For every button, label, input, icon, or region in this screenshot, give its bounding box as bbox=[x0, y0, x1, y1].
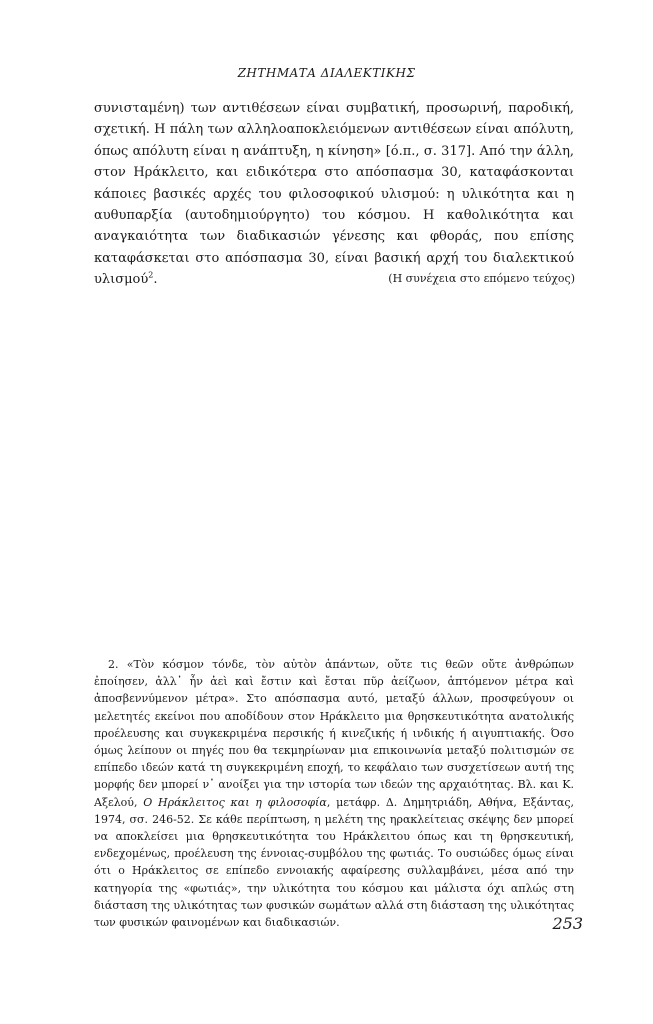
running-head: ΖΗΤΗΜΑΤΑ ΔΙΑΛΕΚΤΙΚΗΣ bbox=[237, 66, 416, 80]
continuation-note: (Η συνέχεια στο επόμενο τεύχος) bbox=[388, 272, 575, 285]
footnote-text-1: «Τὸν κόσμον τόνδε, τὸν αὐτὸν ἁπάντων, οὔτε τις θεῶν οὔτε ἀνθρώπων ἐποίησεν, ἀλλ᾽ ἦν ἀεὶ καὶ ἔστιν καὶ ἔσται πῦρ ἀείζωον, ἁπτόμενον μέτρα καὶ ἀποσβεννύμενον μέτρα». Στο απόσπασμα αυτό, μεταξύ άλλων, προσφεύγουν οι μελετητές εκείνοι που αποδίδουν στον Ηράκλειτο μια θρησκευτικότητα ανατολικής προέλευσης και συγκεκριμένα περσικής ή κινεζικής ή ινδικής ή αιγυπτιακής. Όσο όμως λείπουν οι πηγές που θα τεκμηρίωναν μια επικοινωνία μεταξύ πολιτισμών σε επίπεδο ιδεών κατά τη συγκεκριμένη εποχή, το κεφάλαιο των συσχετίσεων αυτή της μορφής δεν μπορεί ν᾽ ανοίξει για την ιστορία των ιδεών της αρχαιότητας. Βλ. και Κ. Αξελού, bbox=[94, 658, 574, 809]
paragraph-text: συνισταμένη) των αντιθέσεων είναι συμβατική, προσωρινή, παροδική, σχετική. Η πάλη των αλληλοαποκλειόμενων αντιθέσεων είναι απόλυτη, όπως απόλυτη είναι η ανάπτυξη, η κίνηση» [ό.π., σ. 317]. Από την άλλη, στον Ηράκλειτο, και ειδικότερα στο απόσπασμα 30, καταφάσκονται κάποιες βασικές αρχές του φιλοσοφικού υλισμού: η υλικότητα και η αυθυπαρξία (αυτοδημιούργητο) του κόσμου. Η καθολικότητα και αναγκαιότητα των διαδικασιών γένεσης και φθοράς, που επίσης καταφάσκεται στο απόσπασμα 30, είναι βασική αρχή του διαλεκτικού υλισμού bbox=[94, 101, 574, 288]
footnote-number: 2. bbox=[108, 658, 119, 671]
main-paragraph bbox=[94, 98, 574, 291]
paragraph-end: . bbox=[153, 272, 158, 288]
footnote-book-title: Ο Ηράκλειτος και η φιλοσοφία bbox=[143, 795, 327, 809]
footnote-text-2: , μετάφρ. Δ. Δημητριάδη, Αθήνα, Εξάντας, 1974, σσ. 246-52. Σε κάθε περίπτωση, η μελέτη της ηρακλείτειας σκέψης δεν μπορεί να αποκλείσει μια θρησκευτικότητα του Ηράκλειτου όπως και τη θρησκευτική, ενδεχομένως, προέλευση της έννοιας-συμβόλου της φωτιάς. Το ουσιώδες όμως είναι ότι ο Ηράκλειτος σε επίπεδο εννοιακής αφαίρεσης συλλαμβάνει, μέσα από την κατηγορία της «φωτιάς», την υλικότητα του κόσμου και μάλιστα όχι απλώς στη διάσταση της υλικότητας των φυσικών σωμάτων αλλά στη διάσταση της υλικότητας των φυσικών φαινομένων και διαδικασιών. bbox=[94, 795, 574, 930]
footnote-reference[interactable]: 2 bbox=[148, 270, 154, 280]
page-number: 253 bbox=[552, 914, 583, 933]
footnote bbox=[94, 656, 574, 931]
